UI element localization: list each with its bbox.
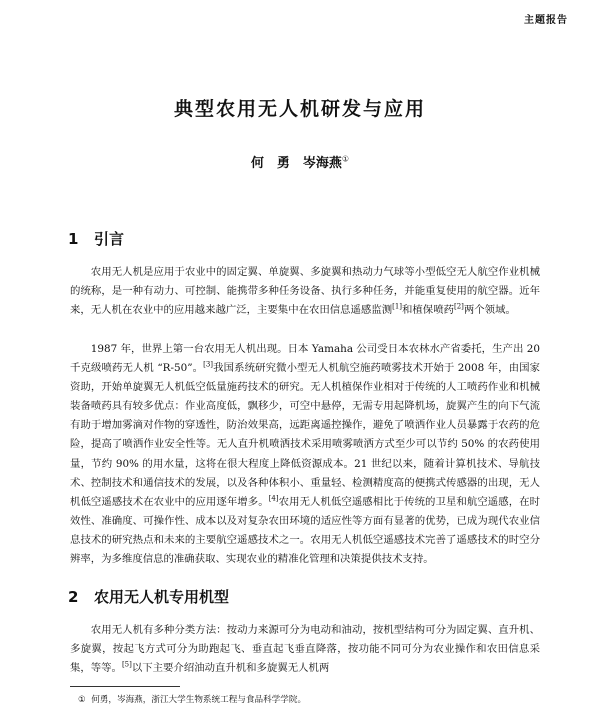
citation-ref: [3] xyxy=(203,360,214,369)
author-footnote-marker: ① xyxy=(341,154,350,164)
citation-ref: [4] xyxy=(268,494,279,503)
paragraph-text: 农用无人机是应用于农业中的固定翼、单旋翼、多旋翼和热动力气球等小型低空无人航空作业机械的统称，是一种有动力、可控制、能携带多种任务设备、执行多种任务，并能重复使用的航空器。近年来，无人机在农业中的应用越来越广泛，主要集中在农田信息遥感监测 xyxy=(70,266,540,317)
citation-ref: [2] xyxy=(453,302,464,311)
section-heading-introduction xyxy=(68,228,124,249)
article-title: 典型农用无人机研发与应用 xyxy=(173,98,426,120)
section-title: 引言 xyxy=(94,230,125,248)
author-names: 何 勇 岑海燕 xyxy=(250,156,342,171)
citation-ref: [1] xyxy=(392,302,403,311)
paragraph-intro-2 xyxy=(70,340,540,569)
paragraph-models-1 xyxy=(70,621,540,678)
paragraph-text: 以下主要介绍油动直升机和多旋翼无人机两 xyxy=(131,662,330,675)
citation-ref: [5] xyxy=(121,660,132,669)
paragraph-text: 农用无人机有多种分类方法：按动力来源可分为电动和油动，按机型结构可分为固定翼、直升机、多旋翼，按起飞方式可分为助跑起飞、垂直起飞垂直降落，按功能不同可分为农业操作和农田信息采集，等等。 xyxy=(70,624,540,675)
author-line xyxy=(0,152,600,171)
running-header: 主题报告 xyxy=(524,15,568,26)
paragraph-intro-1 xyxy=(70,263,540,320)
paragraph-text: 1987 年，世界上第一台农用无人机出现。日本 Yamaha 公司受日本农林水产省委托，生产出 20 千克级喷药无人机 “R-50”。 xyxy=(70,343,540,375)
paragraph-text: 农用无人机低空遥感相比于传统的卫星和航空遥感，在时效性、准确度、可操作性、成本以及对复杂农田环境的适应性等方面有显著的优势，已成为现代农业信息技术的研究热点和未来的主要航空遥感技术之一。农用无人机低空遥感技术完善了遥感技术的时空分辨率，为多维度信息的准确获取、实现农业的精准化管理和决策提供技术支持。 xyxy=(70,495,540,566)
section-heading-uav-models xyxy=(68,586,229,607)
footnote-divider xyxy=(70,686,180,687)
paragraph-text: 和植保喷药 xyxy=(402,304,454,317)
footnote-marker: ① xyxy=(78,695,86,705)
paragraph-text: 两个领域。 xyxy=(463,304,516,317)
section-title: 农用无人机专用机型 xyxy=(94,588,230,606)
paragraph-text: 我国系统研究微小型无人机航空施药喷雾技术开始于 2008 年，由国家资助，开始单旋翼无人机低空低量施药技术的研究。无人机植保作业相对于传统的人工喷药作业和机械装备喷药具有较多优点：作业高度低，飘移少，可空中悬停，无需专用起降机场，旋翼产生的向下气流有助于增加雾滴对作物的穿透性，防治效果高，远距离遥控操作，避免了喷洒作业人员暴露于农药的危险，提高了喷洒作业安全性等。无人直升机喷洒技术采用喷雾喷洒方式至少可以节约 50% 的农药使用量，节约 90% 的用水量，这将在很大程度上降低资源成本。21 世纪以来，随着计算机技术、导航技术、控制技术和通信技术的发展，以及各种体积小、重量轻、检测精度高的便携式传感器的出现，无人机低空遥感技术在农业中的应用逐年增多。 xyxy=(70,362,541,508)
footnote-text: 何勇，岑海燕，浙江大学生物系统工程与食品科学学院。 xyxy=(91,695,307,705)
section-number: 2 xyxy=(68,588,79,606)
footnote xyxy=(78,693,306,705)
section-number: 1 xyxy=(68,230,79,248)
